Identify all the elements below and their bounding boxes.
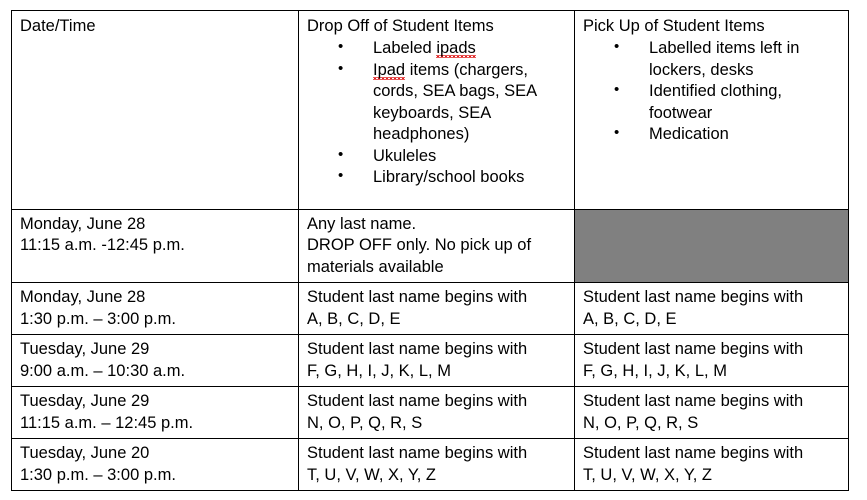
row-date: Tuesday, June 29 (20, 340, 150, 359)
table-row (12, 210, 849, 283)
bullet-icon: • (338, 145, 344, 163)
dropoff-text-line: materials available (307, 257, 444, 276)
header-cell-pickup (575, 11, 849, 210)
pickup-text-line: Student last name begins with (583, 392, 804, 411)
pickup-text-line: Student last name begins with (583, 288, 804, 307)
cell-dropoff (299, 335, 575, 387)
table-row (12, 283, 849, 335)
dropoff-item-list (307, 38, 568, 188)
dropoff-text-line: Student last name begins with (307, 288, 528, 307)
dropoff-text-line: F, G, H, I, J, K, L, M (307, 361, 451, 380)
list-item-label: Library/school books (373, 168, 525, 187)
cell-datetime (12, 335, 299, 387)
pickup-item-list (583, 38, 842, 145)
dropoff-text-line: Student last name begins with (307, 392, 528, 411)
pickup-text-line: Student last name begins with (583, 444, 804, 463)
list-item-label: Labeled ipads (373, 39, 476, 58)
cell-dropoff (299, 283, 575, 335)
table-row (12, 335, 849, 387)
list-item-label: Labelled items left in lockers, desks (649, 39, 800, 79)
pickup-text-line: A, B, C, D, E (583, 309, 677, 328)
row-time: 9:00 a.m. – 10:30 a.m. (20, 361, 186, 380)
list-item-label: Ukuleles (373, 146, 437, 165)
dropoff-text-line: Student last name begins with (307, 444, 528, 463)
cell-pickup (575, 439, 849, 491)
column-header-datetime: Date/Time (20, 17, 96, 35)
list-item (307, 146, 568, 167)
table-row (12, 387, 849, 439)
student-item-schedule-table (11, 10, 849, 491)
cell-pickup (575, 387, 849, 439)
list-item-label: Identified clothing, footwear (649, 82, 783, 122)
list-item (307, 38, 568, 59)
list-item (307, 60, 568, 146)
list-item-label: Ipad items (chargers, cords, SEA bags, SEA keyboards, SEA headphones) (373, 60, 537, 144)
list-item (583, 38, 842, 81)
header-cell-datetime (12, 11, 299, 210)
dropoff-text-line: N, O, P, Q, R, S (307, 413, 423, 432)
bullet-icon: • (614, 38, 620, 56)
cell-datetime (12, 387, 299, 439)
pickup-text-line: N, O, P, Q, R, S (583, 413, 699, 432)
row-time: 1:30 p.m. – 3:00 p.m. (20, 309, 176, 328)
bullet-icon: • (614, 81, 620, 99)
dropoff-text-line: T, U, V, W, X, Y, Z (307, 465, 436, 484)
cell-datetime (12, 210, 299, 283)
row-time: 11:15 a.m. – 12:45 p.m. (20, 413, 194, 432)
pickup-text-line: T, U, V, W, X, Y, Z (583, 465, 712, 484)
cell-pickup-unavailable (575, 210, 849, 283)
cell-dropoff (299, 439, 575, 491)
bullet-icon: • (614, 124, 620, 142)
table-header-row (12, 11, 849, 210)
cell-dropoff (299, 387, 575, 439)
cell-dropoff (299, 210, 575, 283)
column-header-pickup: Pick Up of Student Items (583, 17, 765, 35)
table-row (12, 439, 849, 491)
cell-pickup (575, 283, 849, 335)
dropoff-text-line: A, B, C, D, E (307, 309, 401, 328)
column-header-dropoff: Drop Off of Student Items (307, 17, 494, 35)
bullet-icon: • (338, 167, 344, 185)
dropoff-text-line: Any last name. (307, 215, 417, 233)
cell-datetime (12, 283, 299, 335)
bullet-icon: • (338, 59, 344, 77)
cell-datetime (12, 439, 299, 491)
spellcheck-misspelled-word: ipads (436, 39, 476, 58)
cell-pickup (575, 335, 849, 387)
list-item (307, 167, 568, 188)
pickup-text-line: Student last name begins with (583, 340, 804, 359)
row-date: Tuesday, June 29 (20, 392, 150, 411)
header-cell-dropoff (299, 11, 575, 210)
row-date: Monday, June 28 (20, 215, 146, 233)
row-time: 1:30 p.m. – 3:00 p.m. (20, 465, 176, 484)
pickup-text-line: F, G, H, I, J, K, L, M (583, 361, 727, 380)
list-item (583, 124, 842, 145)
dropoff-text-line: Student last name begins with (307, 340, 528, 359)
row-time: 11:15 a.m. -12:45 p.m. (20, 236, 185, 255)
dropoff-text-line: DROP OFF only. No pick up of (307, 236, 532, 255)
list-item-label: Medication (649, 125, 729, 144)
row-date: Monday, June 28 (20, 288, 146, 307)
row-date: Tuesday, June 20 (20, 444, 150, 463)
list-item (583, 81, 842, 124)
spellcheck-misspelled-word: Ipad (373, 60, 406, 79)
bullet-icon: • (338, 38, 344, 56)
